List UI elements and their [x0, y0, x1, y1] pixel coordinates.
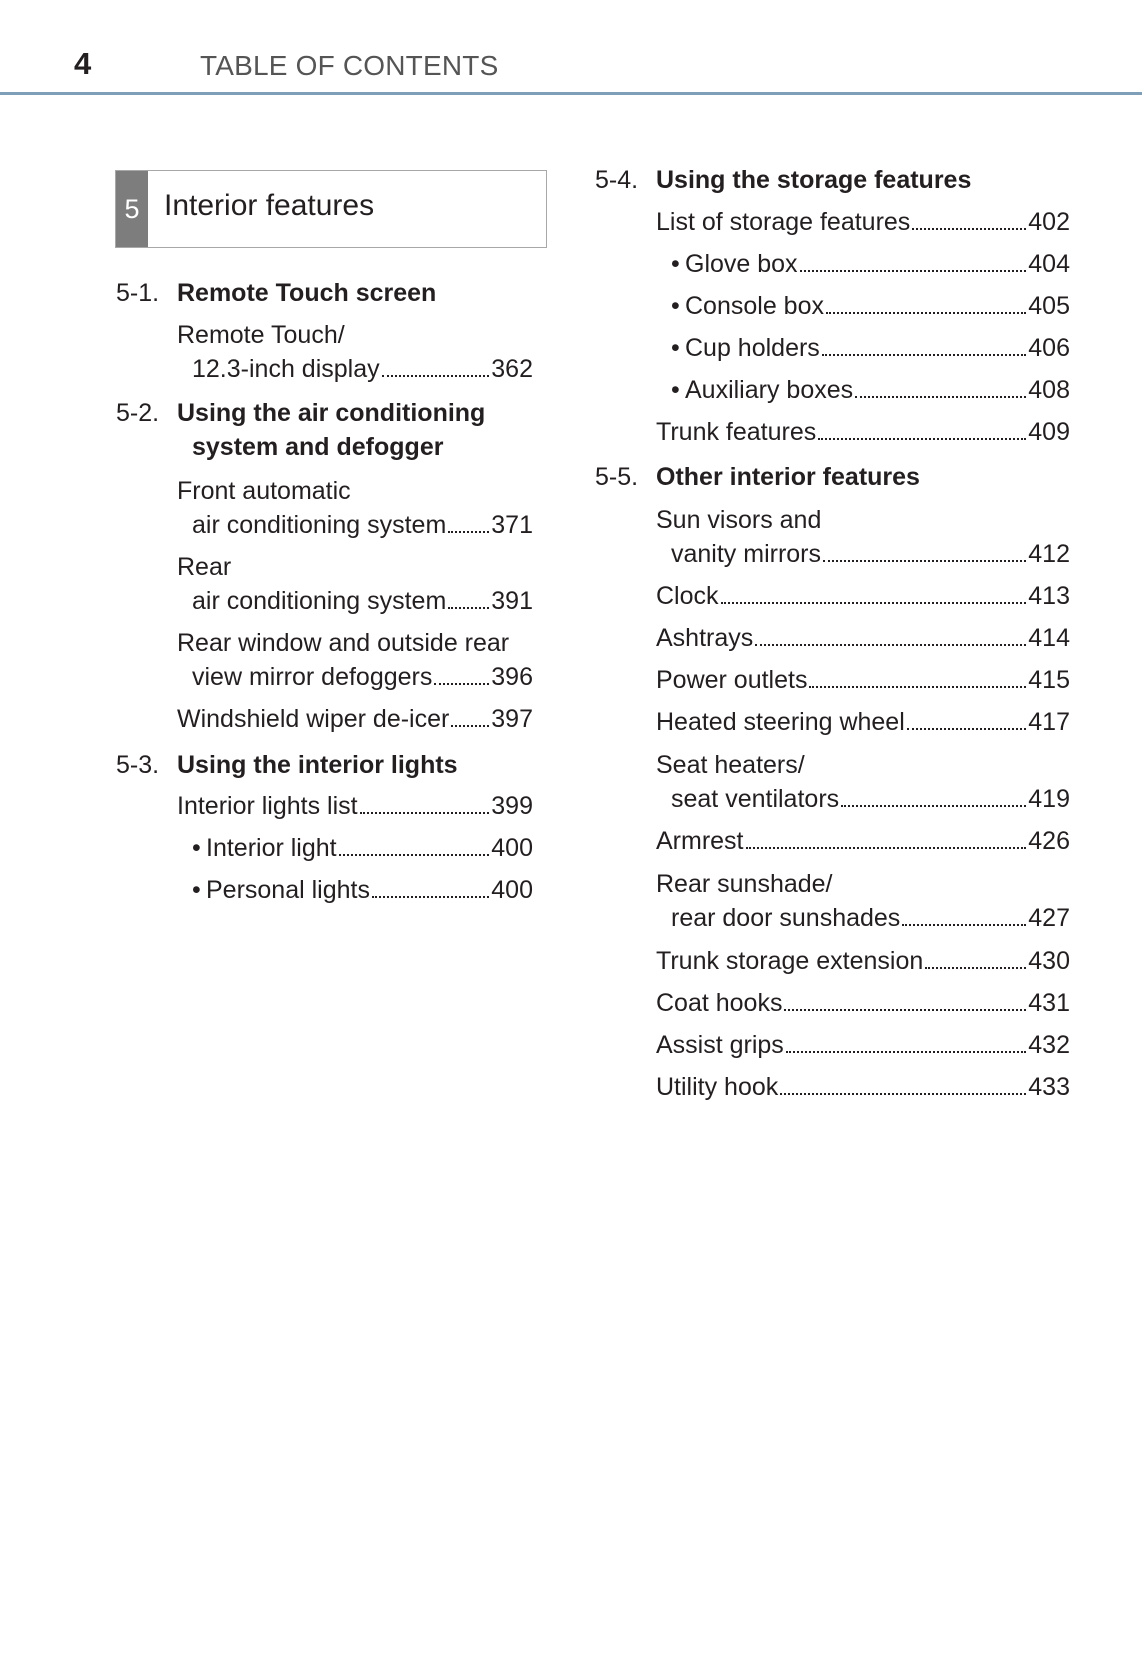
- toc-entry[interactable]: [671, 331, 1070, 365]
- toc-entry[interactable]: [192, 660, 533, 694]
- toc-page-number: 426: [1028, 827, 1070, 855]
- toc-entry-label: view mirror defoggers: [192, 663, 433, 691]
- toc-page-number: 371: [491, 511, 533, 539]
- toc-page-number: 427: [1028, 904, 1070, 932]
- toc-page-number: 391: [491, 587, 533, 615]
- toc-entry[interactable]: [656, 1028, 1070, 1062]
- dot-leader: [809, 686, 1026, 688]
- toc-page-number: 412: [1028, 540, 1070, 568]
- toc-entry[interactable]: [656, 1070, 1070, 1104]
- dot-leader: [448, 531, 489, 533]
- toc-entry-label: seat ventilators: [671, 785, 840, 813]
- toc-entry-line: Sun visors and: [656, 506, 822, 534]
- toc-page-number: 406: [1028, 334, 1070, 362]
- toc-page-number: 417: [1028, 708, 1070, 736]
- toc-entry-label: Trunk features: [656, 418, 817, 446]
- toc-page-number: 400: [491, 834, 533, 862]
- toc-page-number: 432: [1028, 1031, 1070, 1059]
- toc-entry-label: 12.3-inch display: [192, 355, 380, 383]
- toc-page-number: 409: [1028, 418, 1070, 446]
- dot-leader: [855, 396, 1026, 398]
- toc-page-number: 414: [1028, 624, 1070, 652]
- toc-entry-line: Rear window and outside rear: [177, 629, 510, 657]
- page-number: 4: [74, 46, 92, 81]
- dot-leader: [360, 812, 490, 814]
- toc-entry-line: Front automatic: [177, 477, 351, 505]
- header-divider: [0, 92, 1142, 95]
- dot-leader: [372, 896, 489, 898]
- toc-entry-label: Auxiliary boxes: [685, 376, 854, 404]
- dot-leader: [902, 924, 1026, 926]
- toc-page-number: 415: [1028, 666, 1070, 694]
- toc-entry[interactable]: [656, 824, 1070, 858]
- toc-entry-label: air conditioning system: [192, 511, 447, 539]
- toc-entry-label: List of storage features: [656, 208, 911, 236]
- toc-page-number: 396: [491, 663, 533, 691]
- section-title-cont: system and defogger: [192, 433, 444, 461]
- toc-entry[interactable]: [656, 205, 1070, 239]
- dot-leader: [451, 725, 489, 727]
- toc-entry-line: Rear sunshade/: [656, 870, 833, 898]
- section-number: 5-2.: [116, 399, 160, 427]
- dot-leader: [784, 1009, 1026, 1011]
- chapter-heading: [115, 170, 547, 248]
- toc-entry[interactable]: [671, 782, 1070, 816]
- toc-entry-label: Personal lights: [206, 876, 370, 904]
- toc-entry-label: Utility hook: [656, 1073, 779, 1101]
- toc-page-number: 404: [1028, 250, 1070, 278]
- toc-entry-label: Interior lights list: [177, 792, 358, 820]
- toc-page-number: 402: [1028, 208, 1070, 236]
- toc-entry[interactable]: [192, 508, 533, 542]
- toc-page-number: 397: [491, 705, 533, 733]
- section-number: 5-3.: [116, 751, 160, 779]
- toc-entry[interactable]: [656, 579, 1070, 613]
- toc-entry-label: Windshield wiper de-icer: [177, 705, 450, 733]
- toc-entry[interactable]: [177, 789, 533, 823]
- dot-leader: [755, 644, 1026, 646]
- header-title: TABLE OF CONTENTS: [200, 50, 499, 81]
- dot-leader: [925, 967, 1026, 969]
- toc-page-number: 408: [1028, 376, 1070, 404]
- dot-leader: [434, 683, 489, 685]
- toc-page-number: 405: [1028, 292, 1070, 320]
- toc-page-number: 419: [1028, 785, 1070, 813]
- toc-entry[interactable]: [192, 873, 533, 907]
- toc-entry-label: Ashtrays: [656, 624, 754, 652]
- toc-entry-label: Console box: [685, 292, 824, 320]
- toc-entry[interactable]: [671, 247, 1070, 281]
- toc-entry-label: Cup holders: [685, 334, 820, 362]
- toc-entry[interactable]: [656, 986, 1070, 1020]
- toc-entry[interactable]: [656, 944, 1070, 978]
- toc-entry-label: rear door sunshades: [671, 904, 901, 932]
- toc-entry-label: Armrest: [656, 827, 744, 855]
- toc-entry[interactable]: [656, 621, 1070, 655]
- bullet-icon: •: [192, 834, 201, 862]
- toc-entry[interactable]: [671, 901, 1070, 935]
- toc-entry[interactable]: [177, 702, 533, 736]
- toc-entry[interactable]: [656, 705, 1070, 739]
- toc-page-number: 362: [491, 355, 533, 383]
- chapter-title: Interior features: [164, 189, 375, 222]
- dot-leader: [382, 375, 490, 377]
- toc-page-number: 431: [1028, 989, 1070, 1017]
- toc-entry-line: Seat heaters/: [656, 751, 805, 779]
- toc-entry[interactable]: [671, 289, 1070, 323]
- page-header: [0, 0, 1142, 100]
- dot-leader: [907, 728, 1027, 730]
- bullet-icon: •: [671, 292, 680, 320]
- dot-leader: [339, 854, 490, 856]
- toc-page-number: 400: [491, 876, 533, 904]
- bullet-icon: •: [671, 376, 680, 404]
- toc-entry-line: Remote Touch/: [177, 321, 345, 349]
- toc-entry-label: Power outlets: [656, 666, 808, 694]
- dot-leader: [746, 847, 1027, 849]
- section-number: 5-4.: [595, 166, 639, 194]
- toc-entry-label: Heated steering wheel: [656, 708, 905, 736]
- toc-entry[interactable]: [192, 584, 533, 618]
- dot-leader: [841, 805, 1026, 807]
- section-title: Remote Touch screen: [177, 279, 437, 307]
- bullet-icon: •: [671, 250, 680, 278]
- section-title: Using the storage features: [656, 166, 972, 194]
- toc-page-number: 399: [491, 792, 533, 820]
- section-title: Using the interior lights: [177, 751, 458, 779]
- toc-page-number: 430: [1028, 947, 1070, 975]
- toc-entry-label: Coat hooks: [656, 989, 783, 1017]
- toc-entry[interactable]: [192, 352, 533, 386]
- dot-leader: [912, 228, 1026, 230]
- toc-entry-label: Assist grips: [656, 1031, 784, 1059]
- toc-entry-line: Rear: [177, 553, 232, 581]
- toc-entry[interactable]: [671, 537, 1070, 571]
- chapter-number-tab: 5: [116, 171, 148, 247]
- dot-leader: [822, 354, 1026, 356]
- toc-entry-label: Clock: [656, 582, 719, 610]
- dot-leader: [780, 1093, 1026, 1095]
- dot-leader: [786, 1051, 1026, 1053]
- dot-leader: [448, 607, 489, 609]
- section-title: Using the air conditioning: [177, 399, 486, 427]
- toc-entry[interactable]: [656, 663, 1070, 697]
- bullet-icon: •: [671, 334, 680, 362]
- toc-page-number: 413: [1028, 582, 1070, 610]
- toc-entry[interactable]: [192, 831, 533, 865]
- toc-entry[interactable]: [671, 373, 1070, 407]
- toc-entry-label: Interior light: [206, 834, 337, 862]
- section-number: 5-5.: [595, 463, 639, 491]
- toc-page-number: 433: [1028, 1073, 1070, 1101]
- dot-leader: [721, 602, 1027, 604]
- toc-entry-label: Trunk storage extension: [656, 947, 924, 975]
- dot-leader: [800, 270, 1027, 272]
- toc-entry-label: air conditioning system: [192, 587, 447, 615]
- toc-entry[interactable]: [656, 415, 1070, 449]
- section-number: 5-1.: [116, 279, 160, 307]
- dot-leader: [818, 438, 1026, 440]
- toc-entry-label: Glove box: [685, 250, 798, 278]
- toc-entry-label: vanity mirrors: [671, 540, 822, 568]
- section-title: Other interior features: [656, 463, 920, 491]
- bullet-icon: •: [192, 876, 201, 904]
- dot-leader: [823, 560, 1026, 562]
- dot-leader: [826, 312, 1026, 314]
